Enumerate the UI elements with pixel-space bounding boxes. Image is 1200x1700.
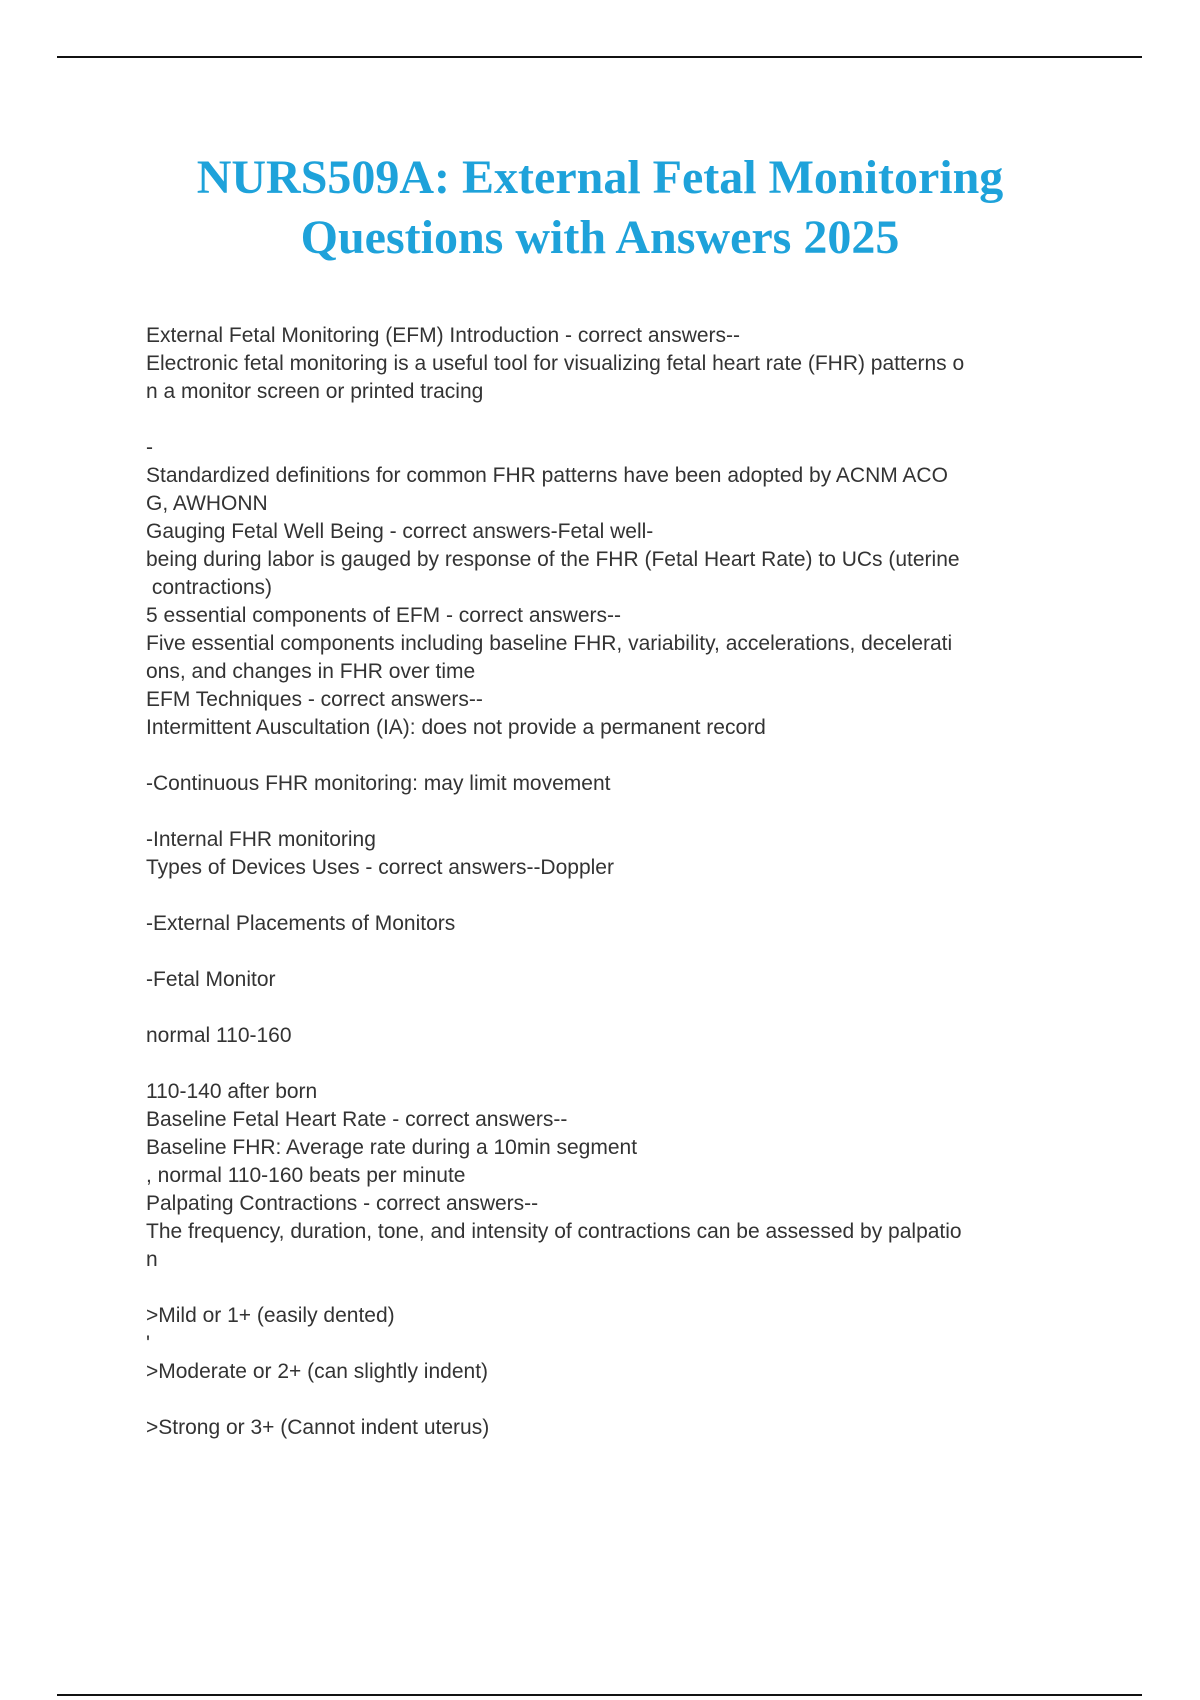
text-line: The frequency, duration, tone, and intensity of contractions can be assessed by palpatio bbox=[146, 1220, 962, 1243]
text-line bbox=[146, 882, 1106, 910]
text-line: -Continuous FHR monitoring: may limit movement bbox=[146, 772, 611, 795]
text-line: Gauging Fetal Well Being - correct answers-Fetal well- bbox=[146, 520, 654, 543]
text-line: G, AWHONN bbox=[146, 492, 268, 515]
text-line bbox=[146, 994, 1106, 1022]
text-line bbox=[146, 1274, 1106, 1302]
text-line: contractions) bbox=[146, 576, 273, 599]
document-body bbox=[146, 322, 1106, 1442]
text-line: n a monitor screen or printed tracing bbox=[146, 380, 484, 403]
text-line: EFM Techniques - correct answers-- bbox=[146, 688, 483, 711]
text-line bbox=[146, 1050, 1106, 1078]
text-line: being during labor is gauged by response of the FHR (Fetal Heart Rate) to UCs (uterine bbox=[146, 548, 960, 571]
text-line: Standardized definitions for common FHR patterns have been adopted by ACNM ACO bbox=[146, 464, 948, 487]
document-title bbox=[0, 148, 1200, 268]
title-line-1: NURS509A: External Fetal Monitoring bbox=[196, 151, 1004, 204]
text-line bbox=[146, 938, 1106, 966]
text-line: - bbox=[146, 436, 153, 459]
text-line: Palpating Contractions - correct answers-- bbox=[146, 1192, 539, 1215]
text-line: -Fetal Monitor bbox=[146, 968, 276, 991]
text-line: -Internal FHR monitoring bbox=[146, 828, 376, 851]
text-line: , normal 110-160 beats per minute bbox=[146, 1164, 466, 1187]
text-line: -External Placements of Monitors bbox=[146, 912, 456, 935]
text-line: 5 essential components of EFM - correct answers-- bbox=[146, 604, 622, 627]
text-line: External Fetal Monitoring (EFM) Introduction - correct answers-- bbox=[146, 324, 741, 347]
text-line: ons, and changes in FHR over time bbox=[146, 660, 476, 683]
text-line: Electronic fetal monitoring is a useful tool for visualizing fetal heart rate (FHR) patterns o bbox=[146, 352, 965, 375]
footer-rule bbox=[57, 1694, 1142, 1696]
text-line bbox=[146, 1386, 1106, 1414]
title-line-2: Questions with Answers 2025 bbox=[300, 211, 900, 264]
text-line bbox=[146, 406, 1106, 434]
text-line: Intermittent Auscultation (IA): does not provide a permanent record bbox=[146, 716, 766, 739]
text-line bbox=[146, 798, 1106, 826]
text-line: Baseline FHR: Average rate during a 10min segment bbox=[146, 1136, 638, 1159]
text-line: n bbox=[146, 1248, 158, 1271]
text-line: ' bbox=[146, 1332, 151, 1355]
text-line: >Strong or 3+ (Cannot indent uterus) bbox=[146, 1416, 490, 1439]
text-line: >Moderate or 2+ (can slightly indent) bbox=[146, 1360, 489, 1383]
text-line: Five essential components including baseline FHR, variability, accelerations, decelerati bbox=[146, 632, 953, 655]
text-line: normal 110-160 bbox=[146, 1024, 292, 1047]
text-line: Types of Devices Uses - correct answers--Doppler bbox=[146, 856, 614, 879]
text-line bbox=[146, 742, 1106, 770]
text-line: Baseline Fetal Heart Rate - correct answers-- bbox=[146, 1108, 568, 1131]
text-line: >Mild or 1+ (easily dented) bbox=[146, 1304, 395, 1327]
text-line: 110-140 after born bbox=[146, 1080, 318, 1103]
header-rule bbox=[57, 56, 1142, 58]
